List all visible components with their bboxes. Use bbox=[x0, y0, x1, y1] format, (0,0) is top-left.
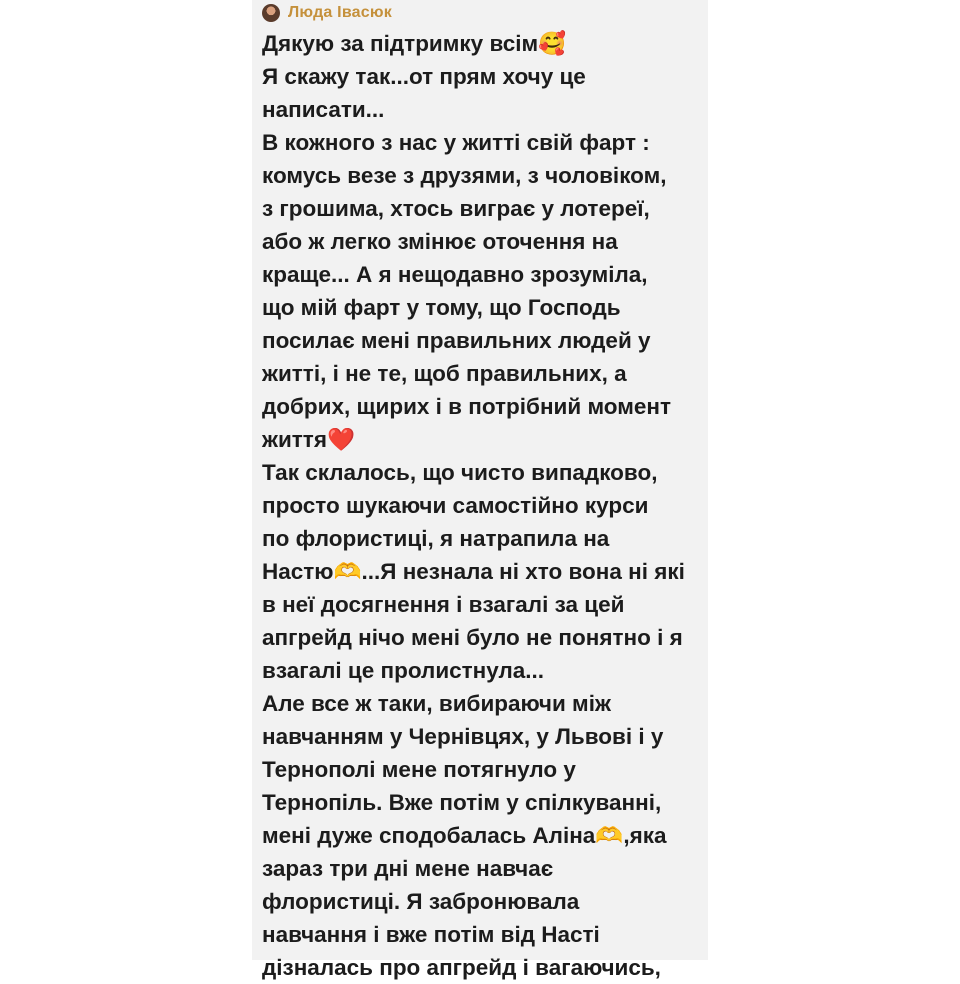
post-line: або ж легко змінює оточення на bbox=[262, 229, 618, 254]
post-card bbox=[252, 0, 708, 980]
post-line: апгрейд нічо мені було не понятно і я bbox=[262, 625, 683, 650]
post-line: житті, і не те, щоб правильних, а bbox=[262, 361, 627, 386]
post-line: флористиці. Я забронювала bbox=[262, 889, 580, 914]
post-line: Дякую за підтримку всім🥰 bbox=[262, 31, 567, 56]
post-line: життя❤️ bbox=[262, 427, 355, 452]
post-line: Настю🫶...Я незнала ні хто вона ні які bbox=[262, 559, 685, 584]
post-line: навчання і вже потім від Насті bbox=[262, 922, 600, 947]
avatar[interactable] bbox=[262, 4, 280, 22]
post-line: мені дуже сподобалась Аліна🫶,яка bbox=[262, 823, 667, 848]
post-author[interactable] bbox=[262, 2, 392, 24]
post-line: Так склалось, що чисто випадково, bbox=[262, 460, 658, 485]
post-line: в неї досягнення і взагалі за цей bbox=[262, 592, 625, 617]
post-line: з грошима, хтось виграє у лотереї, bbox=[262, 196, 650, 221]
post-line: що мій фарт у тому, що Господь bbox=[262, 295, 621, 320]
post-line: Я скажу так...от прям хочу це bbox=[262, 64, 586, 89]
post-line: зараз три дні мене навчає bbox=[262, 856, 554, 881]
post-line: дізналась про апгрейд і вагаючись, bbox=[262, 955, 661, 980]
post-line: Тернополі мене потягнуло у bbox=[262, 757, 576, 782]
post-line: Тернопіль. Вже потім у спілкуванні, bbox=[262, 790, 662, 815]
post-line: просто шукаючи самостійно курси bbox=[262, 493, 649, 518]
post-line: добрих, щирих і в потрібний момент bbox=[262, 394, 672, 419]
post-line: взагалі це пролистнула... bbox=[262, 658, 545, 683]
post-text bbox=[262, 27, 702, 984]
post-line: В кожного з нас у житті свій фарт : bbox=[262, 130, 650, 155]
post-line: Але все ж таки, вибираючи між bbox=[262, 691, 611, 716]
post-line: навчанням у Чернівцях, у Львові і у bbox=[262, 724, 664, 749]
post-line: по флористиці, я натрапила на bbox=[262, 526, 610, 551]
post-line: комусь везе з друзями, з чоловіком, bbox=[262, 163, 667, 188]
author-name[interactable]: Люда Івасюк bbox=[288, 4, 392, 21]
post-line: краще... А я нещодавно зрозуміла, bbox=[262, 262, 648, 287]
post-line: посилає мені правильних людей у bbox=[262, 328, 651, 353]
post-line: написати... bbox=[262, 97, 385, 122]
